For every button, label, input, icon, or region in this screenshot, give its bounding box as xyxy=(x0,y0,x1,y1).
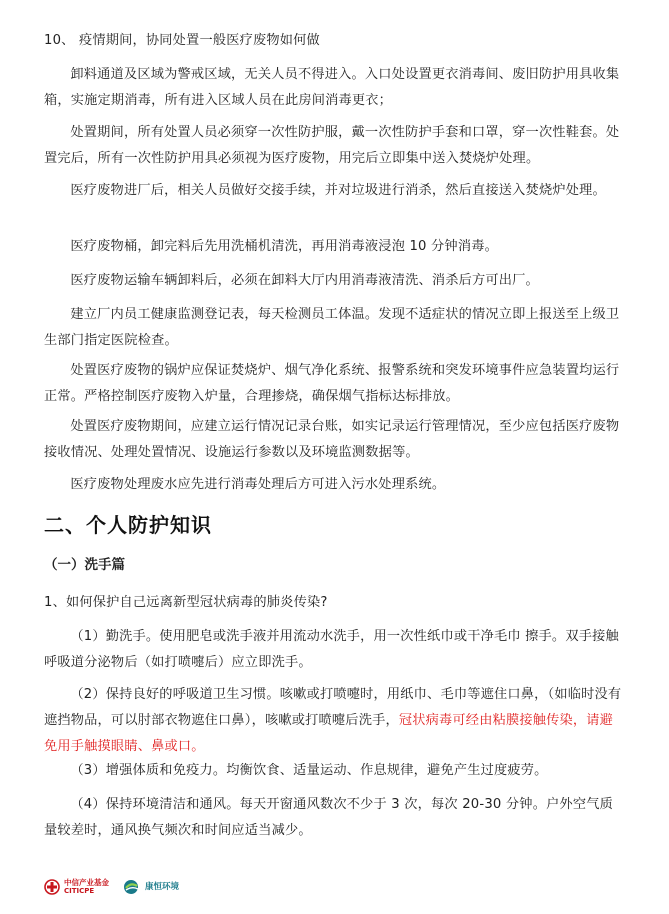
answer: （1）勤洗手。使用肥皂或洗手液并用流动水洗手，用一次性纸巾或干净毛巾 擦手。双手接触呼吸道分泌物后（如打喷嚏后）应立即洗手。 xyxy=(44,629,619,670)
logo2-cn-text: 康恒环境 xyxy=(145,881,180,892)
paragraph: 处置医疗废物的锅炉应保证焚烧炉、烟气净化系统、报警系统和突发环境事件应急装置均运行正常。严格控制医疗废物入炉量，合理掺烧，确保烟气指标达标排放。 xyxy=(44,363,620,404)
logo1-cn-text: 中信产业基金 xyxy=(64,878,109,887)
citic-emblem-icon xyxy=(44,879,60,895)
paragraph: 医疗废物进厂后，相关人员做好交接手续，并对垃圾进行消杀，然后直接送入焚烧炉处理。 xyxy=(70,183,606,198)
paragraph: 卸料通道及区域为警戒区域，无关人员不得进入。入口处设置更衣消毒间、废旧防护用具收集箱，实施定期消毒，所有进入区域人员在此房间消毒更衣； xyxy=(44,67,620,108)
section-title: 二、个人防护知识 xyxy=(44,513,212,537)
subsection-title: （一）洗手篇 xyxy=(44,557,125,573)
kanghui-logo xyxy=(123,879,179,895)
answer: （3）增强体质和免疫力。均衡饮食、适量运动、作息规律，避免产生过度疲劳。 xyxy=(70,763,548,778)
paragraph: 建立厂内员工健康监测登记表，每天检测员工体温。发现不适症状的情况立即上报送至上级卫生部门指定医院检查。 xyxy=(44,307,620,348)
paragraph: 医疗废物桶，卸完料后先用洗桶机清洗，再用消毒液浸泡 10 分钟消毒。 xyxy=(70,239,498,254)
answer-text: （2）保持良好的呼吸道卫生习惯。咳嗽或打喷嚏时，用纸巾、毛巾等遮住口鼻，（如临时没有遮挡物品，可以肘部衣物遮住口鼻），咳嗽或打喷嚏后洗手， xyxy=(44,687,622,728)
paragraph: 处置医疗废物期间，应建立运行情况记录台账，如实记录运行管理情况，至少应包括医疗废物接收情况、处理处置情况、设施运行参数以及环境监测数据等。 xyxy=(44,419,620,460)
paragraph: 医疗废物处理废水应先进行消毒处理后方可进入污水处理系统。 xyxy=(70,477,446,492)
logo1-en-text: CITICPE xyxy=(64,887,95,895)
citicpe-logo xyxy=(44,878,109,896)
paragraph: 医疗废物运输车辆卸料后，必须在卸料大厅内用消毒液清洗、消杀后方可出厂。 xyxy=(70,273,539,288)
question: 1、如何保护自己远离新型冠状病毒的肺炎传染? xyxy=(44,595,328,610)
answer: （4）保持环境清洁和通风。每天开窗通风数次不少于 3 次，每次 20-30 分钟。户外空气质量较差时，通风换气频次和时间应适当减少。 xyxy=(44,797,614,838)
answer xyxy=(44,682,624,760)
footer-logos xyxy=(44,876,179,898)
kanghui-emblem-icon xyxy=(123,879,141,895)
answer-highlight: 冠状病毒可经由粘膜接触传染，请避免用手触摸眼睛、鼻或口。 xyxy=(44,713,614,754)
paragraph: 处置期间，所有处置人员必须穿一次性防护服，戴一次性防护手套和口罩，穿一次性鞋套。处置完后，所有一次性防护用具必须视为医疗废物，用完后立即集中送入焚烧炉处理。 xyxy=(44,125,620,166)
item-heading: 10、 疫情期间，协同处置一般医疗废物如何做 xyxy=(44,33,320,48)
